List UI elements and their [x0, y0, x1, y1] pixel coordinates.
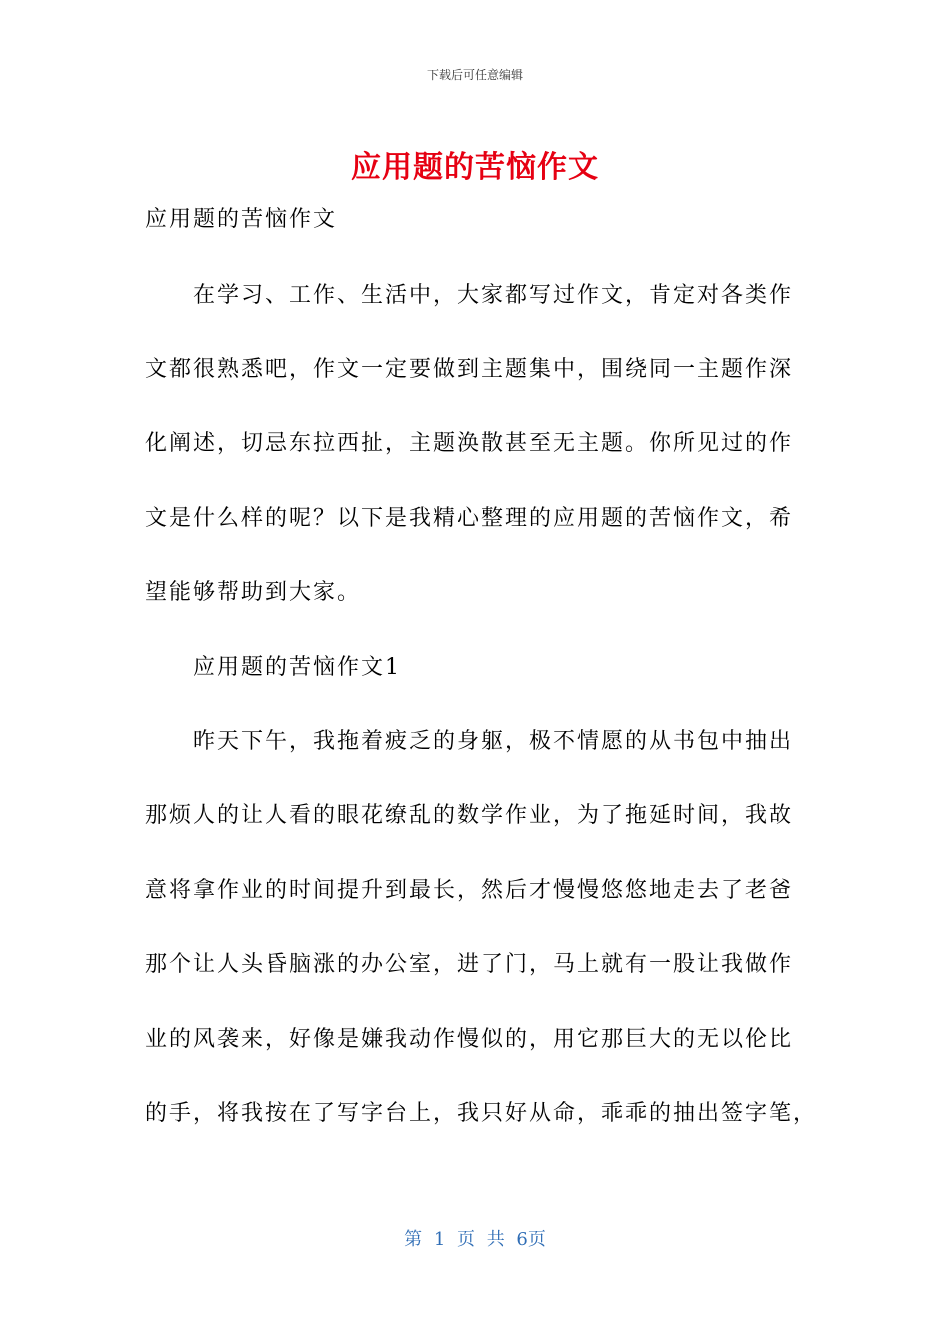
body-line: 那烦人的让人看的眼花缭乱的数学作业，为了拖延时间，我故 — [145, 803, 794, 828]
header-note: 下载后可任意编辑 — [426, 68, 523, 82]
body-line: 应用题的苦恼作文 — [145, 207, 338, 232]
body-line: 业的风袭来，好像是嫌我动作慢似的，用它那巨大的无以伦比 — [145, 1027, 794, 1052]
body-line: 的手，将我按在了写字台上，我只好从命，乖乖的抽出签字笔， — [145, 1101, 818, 1126]
body-line: 望能够帮助到大家。 — [145, 580, 362, 605]
body-line: 意将拿作业的时间提升到最长，然后才慢慢悠悠地走去了老爸 — [145, 878, 794, 903]
section-heading: 应用题的苦恼作文1 — [193, 655, 401, 680]
page-footer: 第 1 页 共 6页 — [404, 1229, 546, 1250]
body-line: 文是什么样的呢？以下是我精心整理的应用题的苦恼作文，希 — [145, 506, 794, 531]
document-title: 应用题的苦恼作文 — [351, 150, 599, 185]
body-line: 化阐述，切忌东拉西扯，主题涣散甚至无主题。你所见过的作 — [145, 431, 794, 456]
body-line: 在学习、工作、生活中，大家都写过作文，肯定对各类作 — [193, 283, 794, 308]
body-line: 那个让人头昏脑涨的办公室，进了门，马上就有一股让我做作 — [145, 952, 794, 977]
body-line: 昨天下午，我拖着疲乏的身躯，极不情愿的从书包中抽出 — [193, 729, 794, 754]
body-line: 文都很熟悉吧，作文一定要做到主题集中，围绕同一主题作深 — [145, 357, 794, 382]
